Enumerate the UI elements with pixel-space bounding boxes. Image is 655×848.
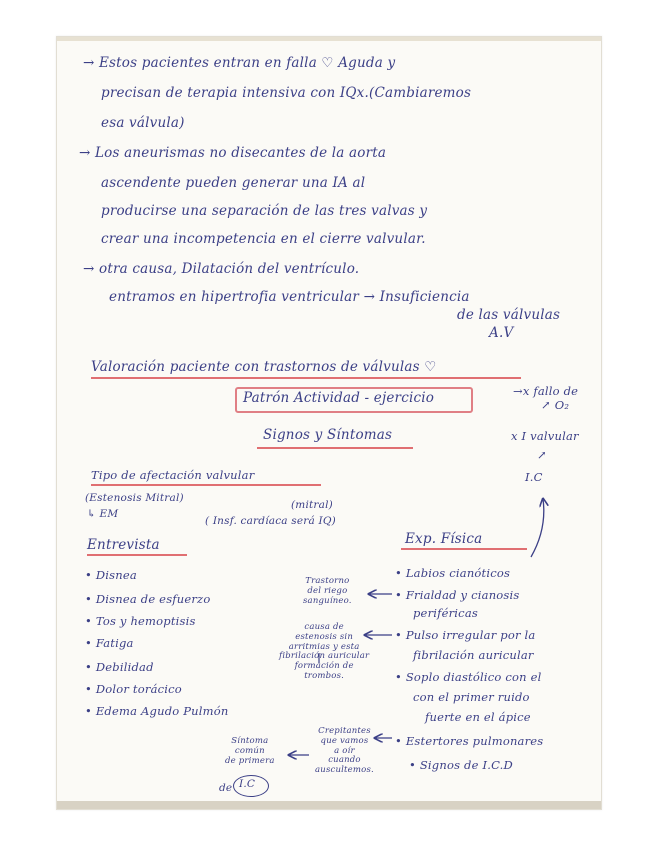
note-line-5: ascendente pueden generar una IA al	[101, 175, 366, 191]
note-line-3: esa válvula)	[101, 115, 185, 131]
exp-item: • Pulso irregular por la	[395, 628, 536, 642]
em-note: ↳ EM	[87, 508, 119, 520]
signs-symptoms-title: Signos y Síntomas	[263, 427, 393, 443]
exp-item: • Soplo diastólico con el	[395, 670, 542, 684]
note-line-10: de las válvulas	[457, 307, 561, 323]
entrevista-item: • Debilidad	[85, 660, 154, 674]
exp-item-cont: fibrilación auricular	[413, 648, 534, 662]
note-line-1: → Estos pacientes entran en falla ♡ Aguda y	[83, 55, 396, 71]
exp-item: • Signos de I.C.D	[409, 758, 513, 772]
afectacion-underline	[91, 484, 321, 486]
entrevista-item: • Edema Agudo Pulmón	[85, 704, 229, 718]
sintoma-note: Síntoma común de primera	[225, 736, 275, 766]
trastorno-note: Trastorno del riego sanguíneo.	[303, 576, 352, 606]
exp-fisica-heading: Exp. Física	[405, 531, 483, 547]
side-note-2: ↗ O₂	[541, 398, 570, 412]
entrevista-item: • Fatiga	[85, 636, 134, 650]
note-line-11: A.V	[489, 325, 514, 341]
exp-underline	[401, 548, 527, 550]
section-title-underline	[91, 377, 521, 379]
exp-item-cont: fuerte en el ápice	[425, 710, 531, 724]
afectacion-title: Tipo de afectación valvular	[91, 468, 255, 482]
side-note-5: I.C	[525, 470, 543, 484]
entrevista-item: • Tos y hemoptisis	[85, 614, 196, 628]
causa-note: causa de estenosis sin arritmias y esta fibrilación auricular formación de trombos.	[279, 622, 370, 681]
crepitantes-note: Crepitantes que vamos a oír cuando auscultemos.	[315, 726, 374, 776]
insuf-note: ( Insf. cardíaca será IQ)	[205, 515, 336, 527]
entrevista-item: • Disnea de esfuerzo	[85, 592, 211, 606]
exp-item: • Frialdad y cianosis	[395, 588, 520, 602]
page-top-edge	[57, 37, 601, 41]
entrevista-item: • Disnea	[85, 568, 137, 582]
note-line-2: precisan de terapia intensiva con IQx.(Cambiaremos	[101, 85, 472, 101]
note-line-7: crear una incompetencia en el cierre valvular.	[101, 231, 426, 247]
note-line-8: → otra causa, Dilatación del ventrículo.	[83, 261, 360, 277]
mitral-note: (mitral)	[291, 499, 333, 511]
exp-item: • Estertores pulmonares	[395, 734, 544, 748]
section-title: Valoración paciente con trastornos de válvulas ♡	[91, 359, 437, 375]
entrevista-item: • Dolor torácico	[85, 682, 182, 696]
page-bottom-edge	[57, 801, 601, 809]
entrevista-underline	[87, 554, 187, 556]
note-line-4: → Los aneurismas no disecantes de la aorta	[79, 145, 387, 161]
signs-underline	[257, 447, 413, 449]
ic-note: I.C	[239, 778, 256, 790]
note-line-6: producirse una separación de las tres valvas y	[101, 203, 428, 219]
side-note-1: →x fallo de	[513, 384, 579, 398]
exp-item-cont: con el primer ruido	[413, 690, 530, 704]
note-line-9: entramos en hipertrofia ventricular → Insuficiencia	[109, 289, 470, 305]
exp-item: • Labios cianóticos	[395, 566, 511, 580]
de-note: de	[219, 782, 233, 794]
pattern-label: Patrón Actividad - ejercicio	[243, 390, 435, 406]
estenosis-note: (Estenosis Mitral)	[85, 492, 184, 504]
side-note-4: ↗	[537, 448, 547, 462]
notebook-page	[56, 36, 602, 810]
exp-item-cont: periféricas	[413, 606, 478, 620]
side-note-3: x I valvular	[511, 429, 579, 443]
entrevista-heading: Entrevista	[87, 537, 160, 553]
